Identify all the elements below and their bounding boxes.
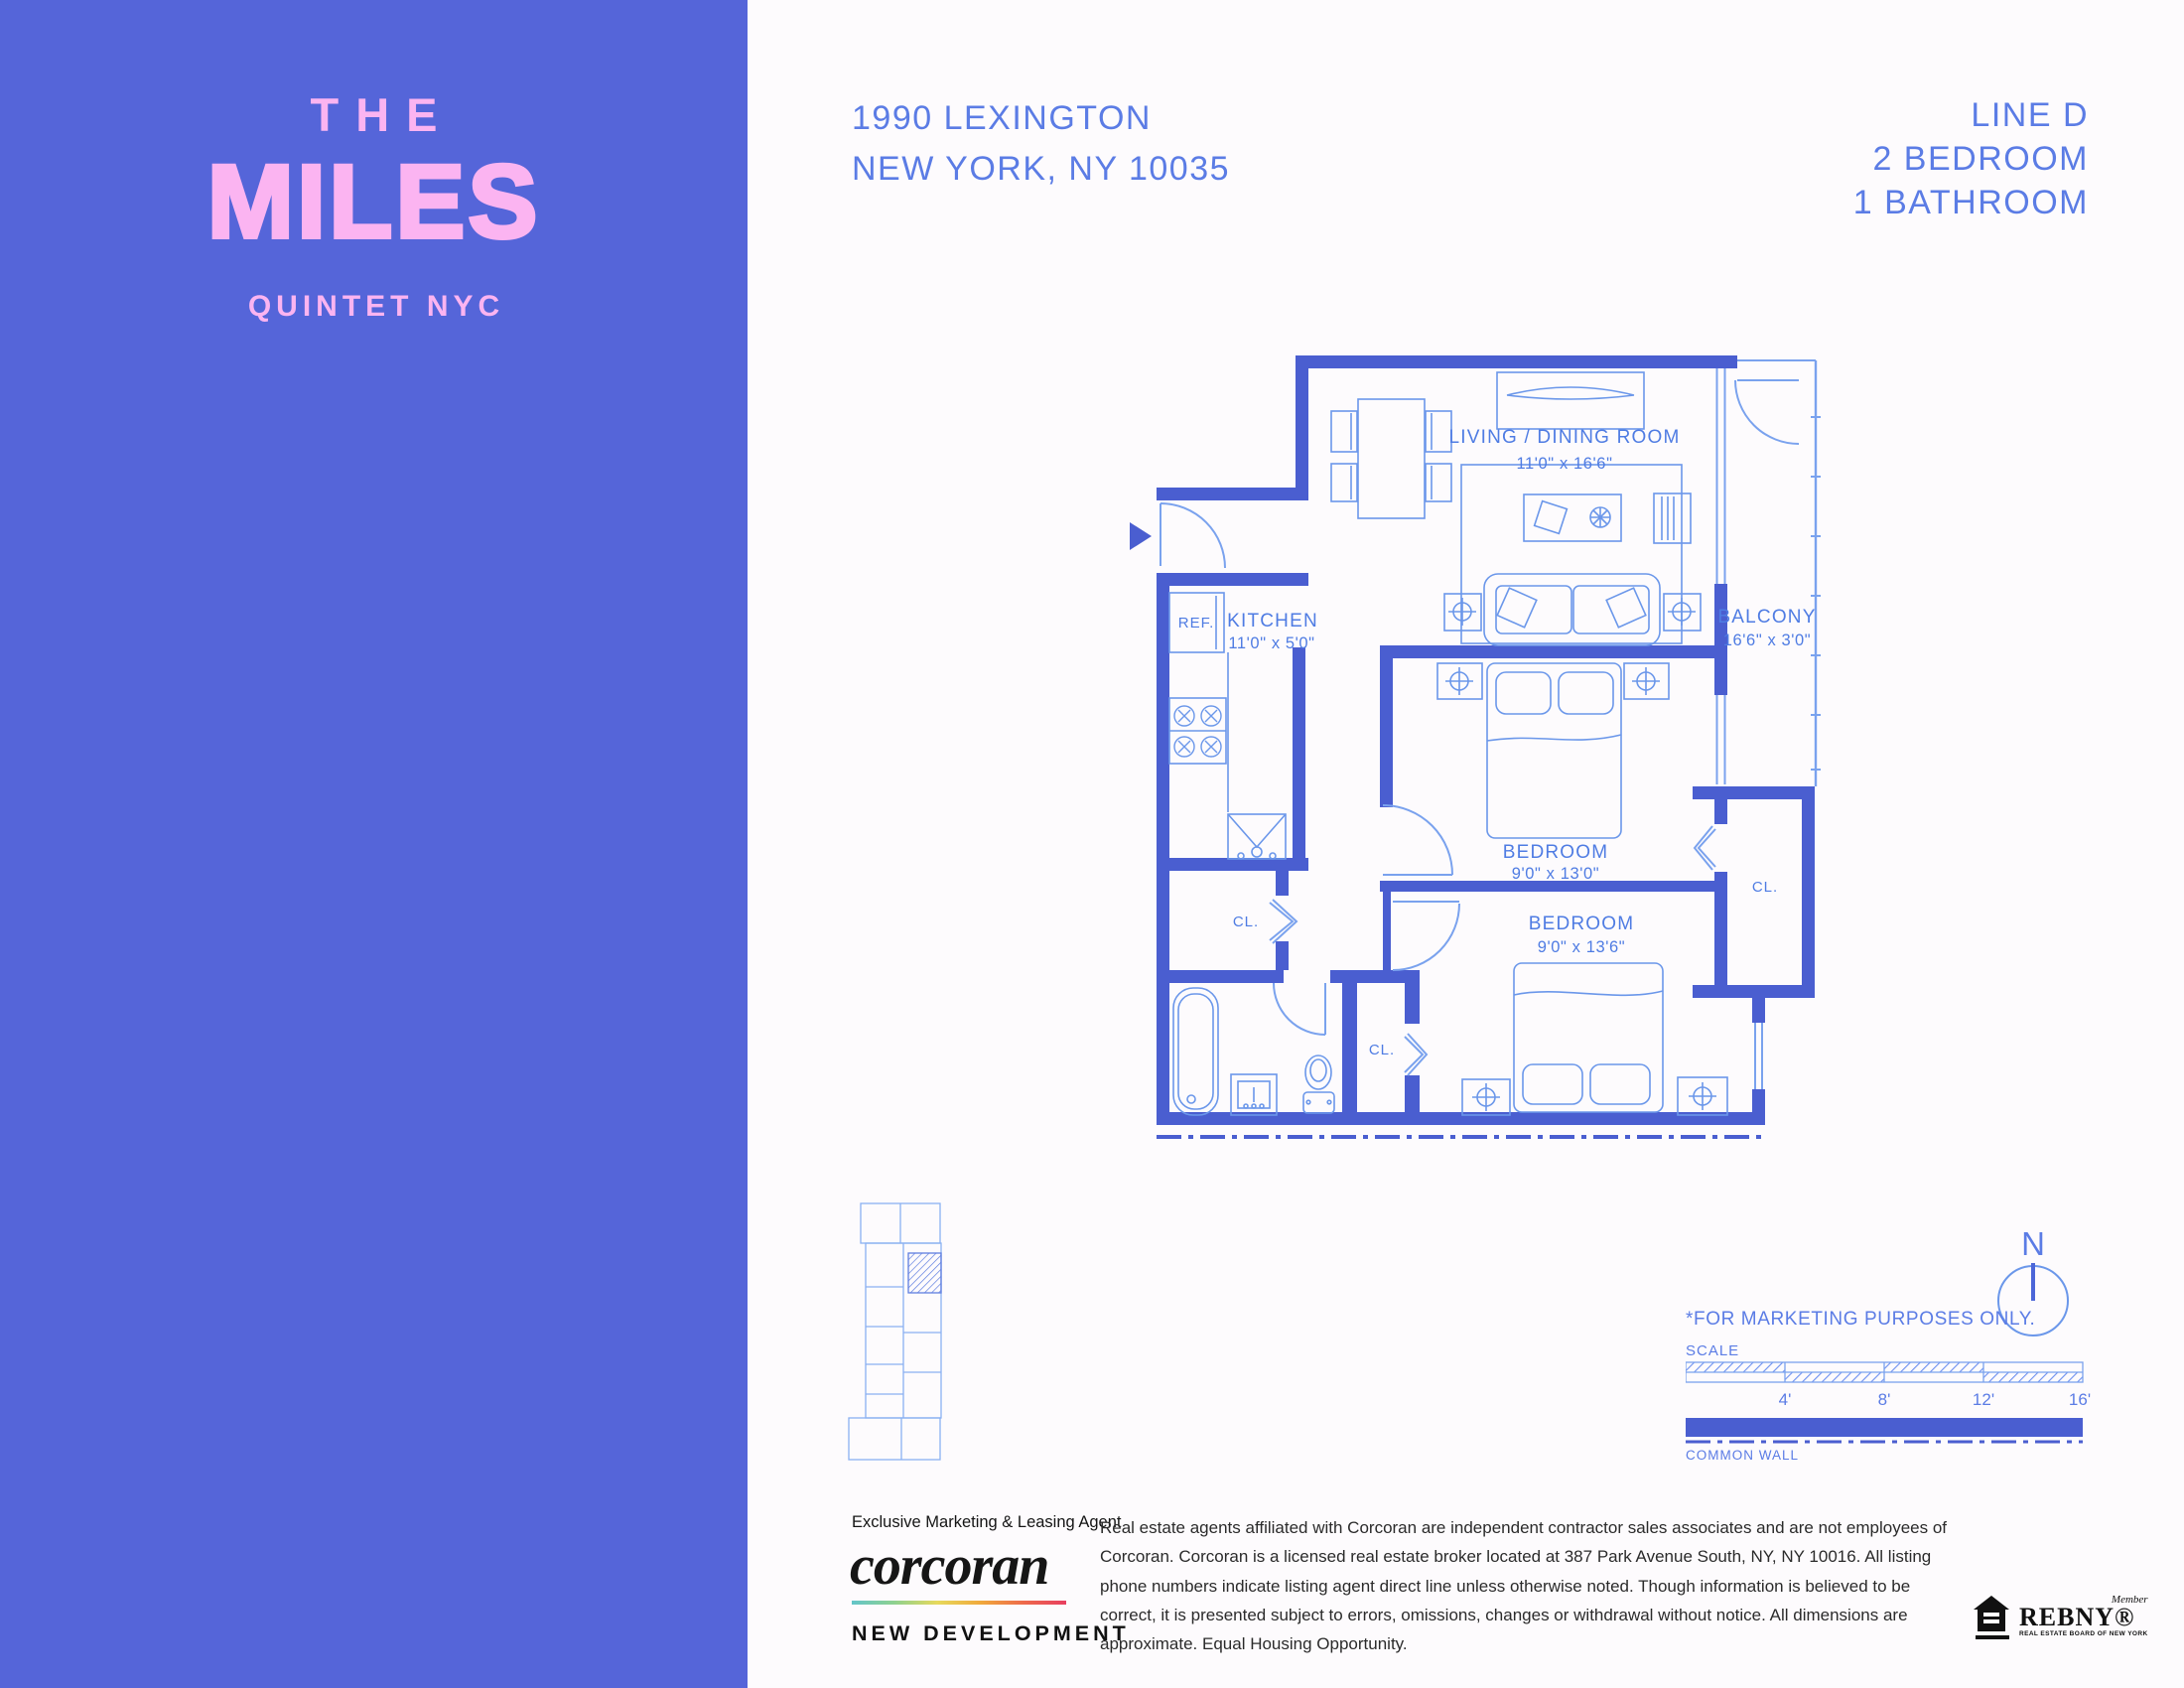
entry-arrow-icon (1130, 522, 1152, 550)
bedroom2-door (1393, 902, 1459, 970)
bedroom1-furniture (1437, 663, 1669, 838)
living-furniture (1331, 372, 1701, 645)
bedroom1-closet-bifold (1695, 826, 1715, 870)
unit-bedrooms: 2 BEDROOM (1872, 140, 2089, 178)
bedroom1-dims: 9'0" x 13'0" (1511, 865, 1600, 883)
scale-tick: 4' (1778, 1390, 1792, 1409)
bedroom1-closet-label: CL. (1751, 879, 1779, 896)
north-label: N (2021, 1225, 2045, 1262)
unit-info (1853, 93, 2089, 224)
kitchen-dims: 11'0" x 5'0" (1228, 634, 1315, 652)
legal-disclaimer: Real estate agents affiliated with Corcoran are independent contractor sales associates and are not employees of Corcoran. Corcoran is a licensed real estate broker located at 387 Park Avenue South, NY, NY 10016. All listing phone numbers indicate listing agent direct line unless otherwise noted. Though information is believed to be correct, it is presented subject to errors, omissions, changes or withdrawal without notice. All dimensions are approximate. Equal Housing Opportunity. (1100, 1518, 1948, 1654)
brand-miles: MILES (206, 144, 541, 260)
bedroom2-furniture (1462, 963, 1727, 1115)
scale-bar (1686, 1360, 2093, 1414)
agent-division: NEW DEVELOPMENT (852, 1621, 1130, 1645)
brand-the: THE (310, 88, 455, 141)
scale-label: SCALE (1686, 1342, 1740, 1359)
living-room-dims: 11'0" x 16'6" (1516, 455, 1613, 473)
bedroom1-door (1383, 805, 1452, 875)
building-address (852, 93, 1230, 195)
brand-panel (0, 0, 748, 1688)
unit-line: LINE D (1971, 96, 2089, 134)
rebny-member-text: Member (2111, 1594, 2148, 1606)
marketing-note: *FOR MARKETING PURPOSES ONLY. (1686, 1309, 2036, 1330)
floorplan-drawing (1122, 348, 1827, 1162)
bedroom2-closet-label: CL. (1368, 1042, 1396, 1058)
entry-door (1160, 503, 1225, 568)
kitchen-label: KITCHEN (1227, 611, 1318, 632)
bathroom-door (1274, 983, 1325, 1035)
brand-tagline: QUINTET NYC (247, 290, 505, 323)
kitchen-fixtures (1169, 593, 1286, 859)
kitchen-sink (1228, 814, 1286, 859)
corcoran-gradient-bar (852, 1601, 1066, 1605)
equal-housing-icon (1972, 1594, 2011, 1641)
balcony-door (1735, 380, 1799, 444)
living-room-label: LIVING / DINING ROOM (1448, 427, 1681, 448)
lamp-icon (1472, 1083, 1500, 1111)
ref-label: REF. (1177, 615, 1215, 632)
credenza (1497, 372, 1644, 429)
bedroom2-label: BEDROOM (1528, 914, 1635, 934)
rebny-name: REBNY® (2019, 1603, 2135, 1631)
address-line2: NEW YORK, NY 10035 (852, 150, 1231, 188)
lamp-icon (1448, 598, 1476, 626)
scale-tick: 12' (1972, 1390, 1995, 1409)
rebny-caption: REAL ESTATE BOARD OF NEW YORK (2019, 1630, 2148, 1637)
unit-bathrooms: 1 BATHROOM (1852, 184, 2089, 221)
bed (1514, 963, 1663, 1112)
common-wall-swatch (1686, 1418, 2083, 1437)
media-console (1654, 493, 1691, 543)
agent-eyebrow: Exclusive Marketing & Leasing Agent (852, 1513, 1122, 1531)
bedroom2-closet-bifold (1405, 1034, 1427, 1075)
balcony-dims: 16'6" x 3'0" (1722, 632, 1812, 649)
bedroom2-dims: 9'0" x 13'6" (1537, 938, 1626, 956)
hall-closet-bifold (1270, 900, 1297, 943)
bathroom-fixtures (1173, 988, 1334, 1115)
scale-tick: 8' (1877, 1390, 1891, 1409)
rebny-logo (1972, 1594, 2148, 1641)
brand-lockup (0, 87, 748, 324)
common-wall-label: COMMON WALL (1686, 1448, 1800, 1463)
bedroom1-label: BEDROOM (1502, 842, 1609, 863)
highlighted-unit (908, 1253, 941, 1293)
common-wall-dash-sample (1686, 1438, 2083, 1446)
lamp-icon (1668, 598, 1696, 626)
hall-closet-label: CL. (1232, 914, 1260, 930)
dining-table (1358, 399, 1425, 518)
lamp-icon (1632, 667, 1660, 695)
lamp-icon (1445, 667, 1473, 695)
bed (1487, 663, 1621, 838)
corcoran-logo: corcoran (850, 1535, 1049, 1597)
balcony-rail (1737, 360, 1821, 786)
balcony-label: BALCONY (1717, 607, 1817, 628)
toilet (1305, 1055, 1331, 1089)
address-line1: 1990 LEXINGTON (852, 99, 1152, 137)
lamp-icon (1689, 1082, 1716, 1110)
scale-tick: 16' (2068, 1390, 2092, 1409)
bathtub (1173, 988, 1218, 1115)
building-key-plan (842, 1199, 951, 1464)
